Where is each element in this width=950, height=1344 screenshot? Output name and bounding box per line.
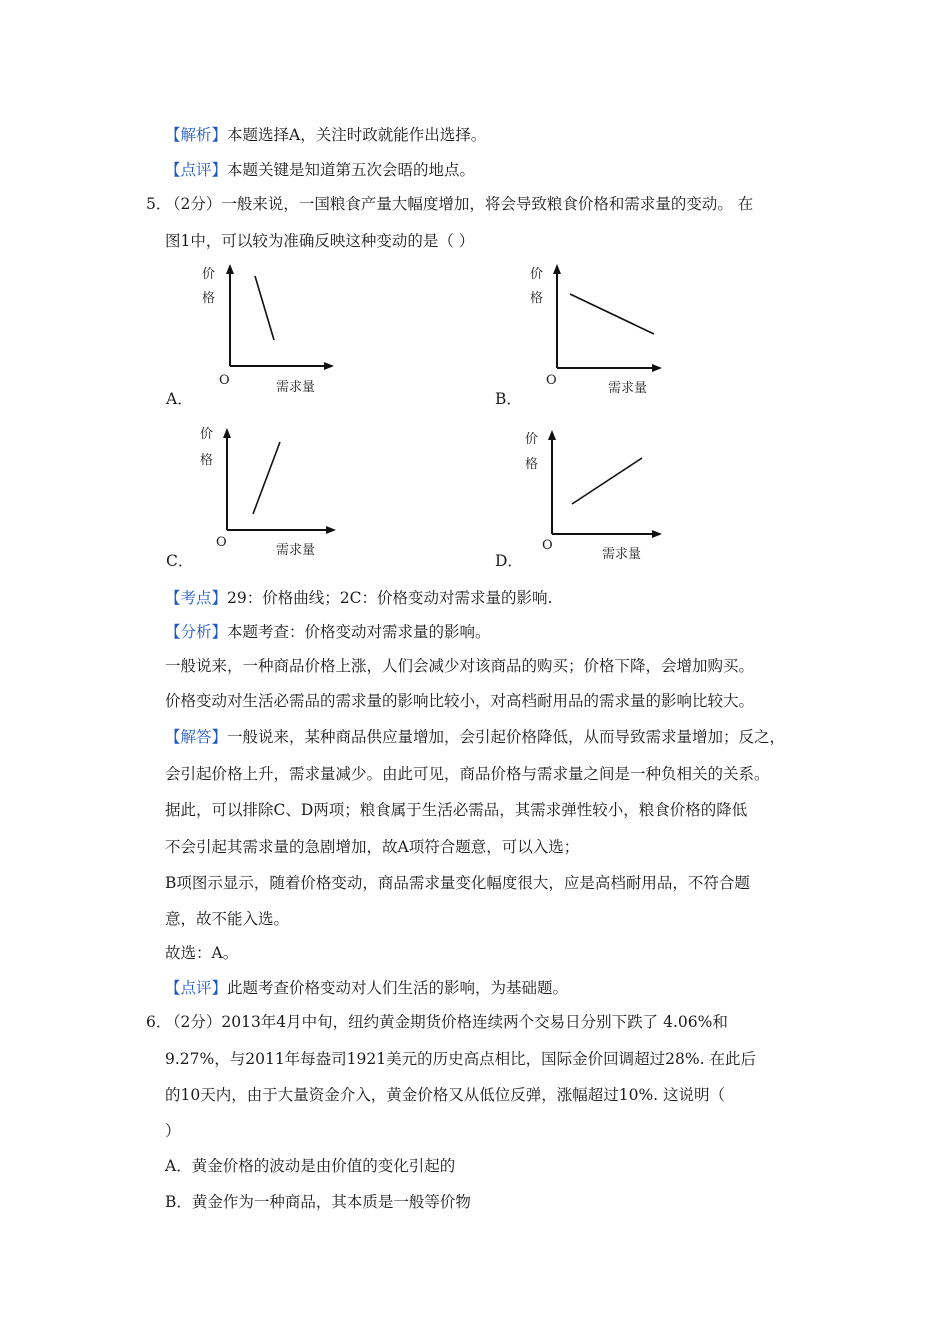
comment-tag: 【点评】 [165,161,228,179]
fenxi-body-line-1: 一般说来，一种商品价格上涨，人们会减少对该商品的购买；价格下降，会增加购买。 [165,657,755,675]
question-6-number: 6． [146,1013,172,1031]
option-a-y-arrow [226,264,234,274]
question-6-stem-line-4: ） [165,1122,181,1140]
jieda-line [165,726,785,748]
jieda-tag: 【解答】 [165,728,228,746]
option-c-chart [196,424,336,559]
option-b-quantity-label: 需求量 [608,381,648,396]
dianping-text: 此题考查价格变动对人们生活的影响，为基础题。 [227,979,569,997]
jieda-body-line-5: 意，故不能入选。 [165,910,290,928]
option-d-origin: O [542,538,553,553]
option-a-price-char-2: 格 [202,291,216,306]
option-d-price-char-2: 格 [525,457,539,472]
kaodian-tag: 【考点】 [165,589,228,607]
option-b-label: B． [495,390,522,408]
question-6-option-a: A．黄金价格的波动是由价值的变化引起的 [165,1157,456,1175]
kaodian-text: 29：价格曲线；2C：价格变动对需求量的影响. [227,589,553,607]
option-b-price-char-1: 价 [530,267,544,282]
option-b-demand-line [570,294,654,334]
dianping-line [165,977,568,999]
option-a-demand-line [255,276,274,340]
option-b-price-char-2: 格 [530,291,544,306]
option-d-x-arrow [652,530,662,538]
option-d-chart [522,426,667,566]
question-6-option-b: B．黄金作为一种商品，其本质是一般等价物 [165,1193,471,1211]
analysis-text: 本题选择A，关注时政就能作出选择。 [227,126,487,144]
option-d-quantity-label: 需求量 [602,547,642,562]
option-d-price-char-1: 价 [525,432,539,447]
question-5-number: 5． [146,195,172,213]
option-d-label: D． [495,552,523,570]
option-a-x-arrow [324,362,334,370]
option-a-price-char-1: 价 [202,267,216,282]
question-6-stem-line-1: （2分）2013年4月中旬，纽约黄金期货价格连续两个交易日分别下跌了 4.06%和 [165,1013,728,1031]
option-c-price-char-2: 格 [200,453,214,468]
jieda-body-line-1: 会引起价格上升，需求量减少。由此可见，商品价格与需求量之间是一种负相关的关系。 [165,765,770,783]
option-c-origin: O [216,535,227,550]
option-a-origin: O [219,373,230,388]
option-c-label: C． [166,552,194,570]
option-b-x-arrow [652,364,662,372]
comment-text: 本题关键是知道第五次会晤的地点。 [227,161,476,179]
question-6-stem-line-3: 的10天内，由于大量资金介入，黄金价格又从低位反弹，涨幅超过10%. 这说明（ [165,1086,726,1104]
option-b-origin: O [546,373,557,388]
fenxi-tag: 【分析】 [165,623,228,641]
analysis-line [165,124,486,146]
option-c-demand-line [253,442,280,514]
dianping-tag: 【点评】 [165,979,228,997]
option-a-quantity-label: 需求量 [276,380,316,395]
option-c-x-arrow [326,526,336,534]
fenxi-body-line-2: 价格变动对生活必需品的需求量的影响比较小，对高档耐用品的需求量的影响比较大。 [165,692,755,710]
option-b-y-arrow [553,264,561,274]
option-d-y-arrow [548,430,556,440]
analysis-tag: 【解析】 [165,126,228,144]
question-6-stem-line-2: 9.27%，与2011年每盎司1921美元的历史高点相比，国际金价回调超过28%. 在此后 [165,1050,756,1068]
jieda-body-line-3: 不会引起其需求量的急剧增加，故A项符合题意，可以入选； [165,838,580,856]
option-c-y-arrow [223,428,231,438]
option-d-demand-line [572,458,642,504]
jieda-body-line-2: 据此，可以排除C、D两项；粮食属于生活必需品，其需求弹性较小，粮食价格的降低 [165,801,748,819]
jieda-text: 一般说来，某种商品供应量增加，会引起价格降低，从而导致需求量增加；反之， [227,728,786,746]
option-c-quantity-label: 需求量 [276,543,316,558]
question-5-stem-line-2: 图1中，可以较为准确反映这种变动的是（ ） [165,232,475,250]
fenxi-text: 本题考查：价格变动对需求量的影响。 [227,623,491,641]
option-c-price-char-1: 价 [200,427,214,442]
option-b-chart [526,262,666,397]
comment-line [165,159,475,181]
kaodian-line [165,587,552,609]
option-a-chart [196,262,336,397]
jieda-body-line-4: B项图示显示，随着价格变动，商品需求量变化幅度很大，应是高档耐用品，不符合题 [165,874,750,892]
answer-line: 故选：A。 [165,944,239,962]
option-a-label: A． [166,390,193,408]
fenxi-line [165,621,491,643]
question-5-stem-line-1: （2分）一般来说，一国粮食产量大幅度增加，将会导致粮食价格和需求量的变动。 在 [165,195,754,213]
